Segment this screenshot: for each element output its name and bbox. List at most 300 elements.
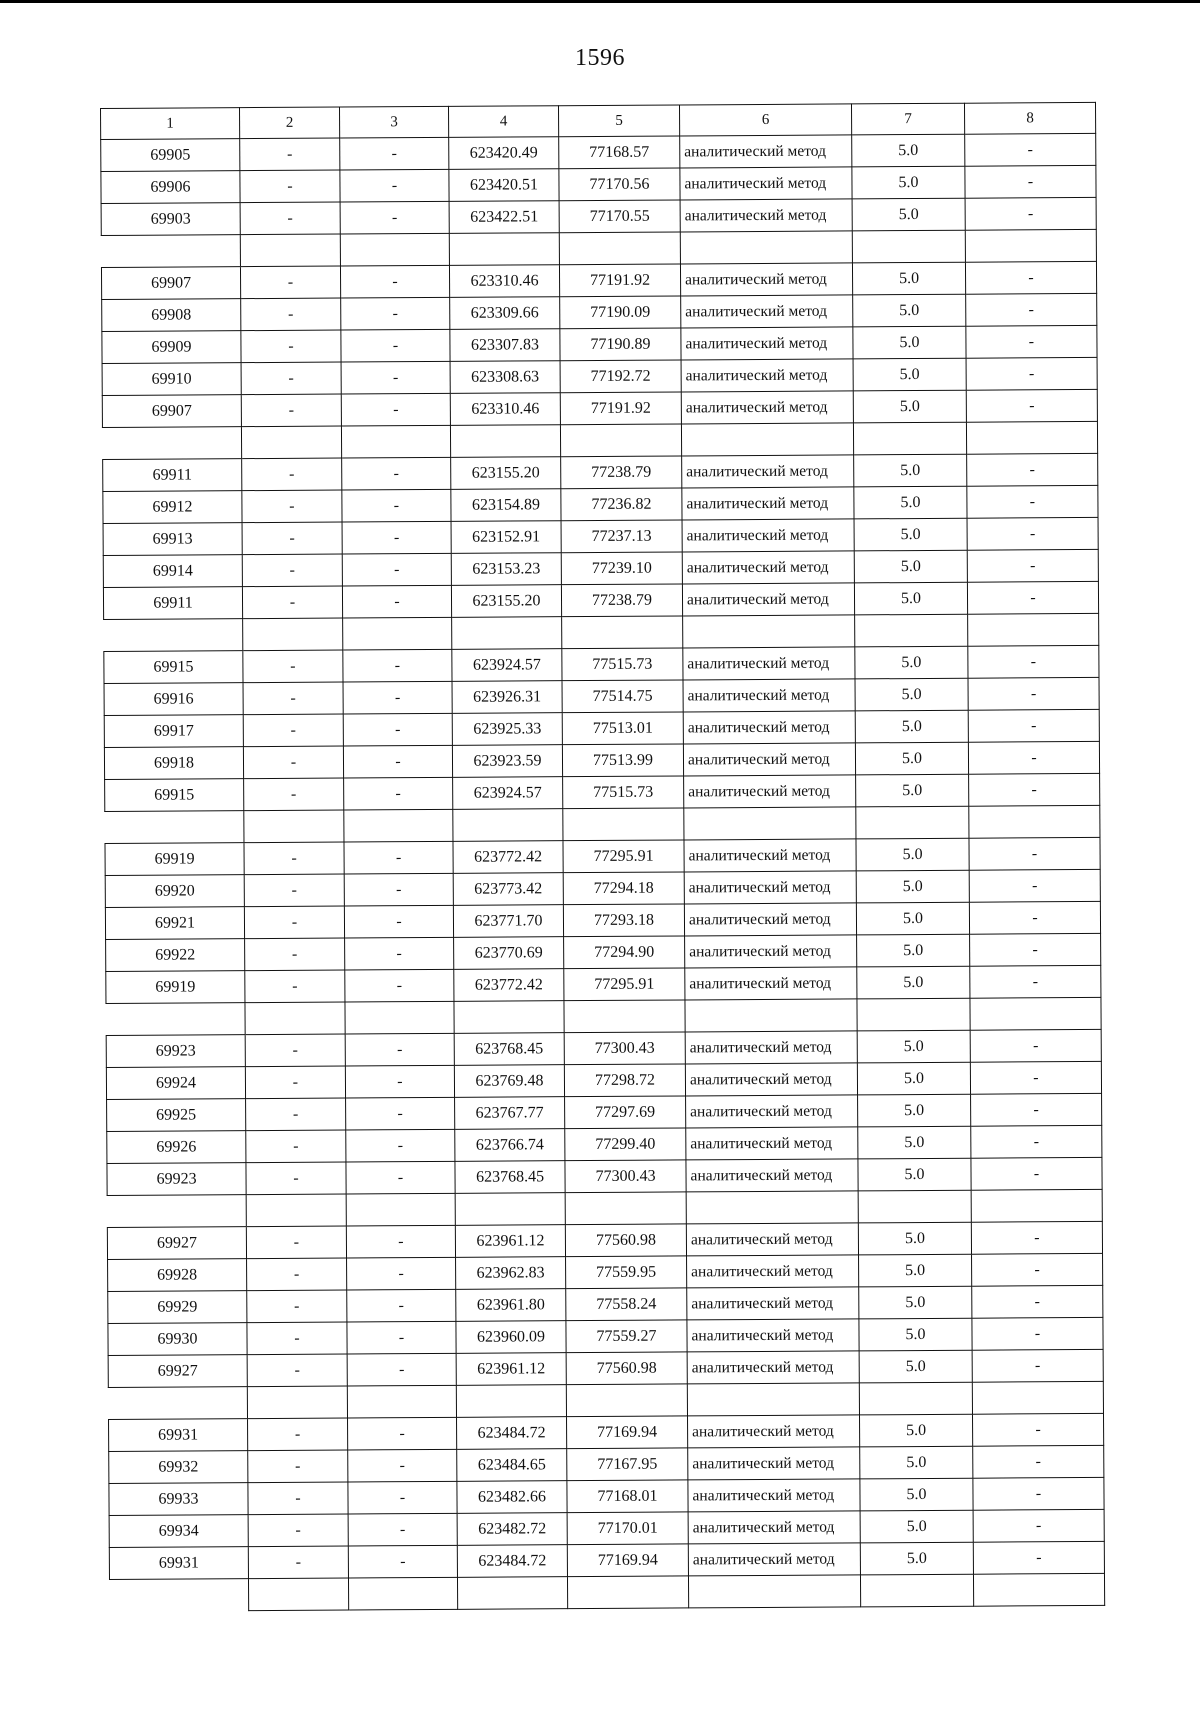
empty-cell (966, 421, 1097, 454)
table-cell: 623962.83 (456, 1257, 566, 1290)
table-cell: - (343, 649, 452, 682)
empty-cell (348, 1577, 457, 1610)
empty-cell (244, 810, 344, 843)
table-cell: 623924.57 (453, 777, 563, 810)
table-cell: - (966, 389, 1097, 422)
table-cell: 77294.18 (563, 872, 684, 905)
table-cell: аналитический метод (687, 1255, 859, 1288)
table-cell: 5.0 (853, 390, 966, 423)
table-cell: - (344, 841, 453, 874)
table-cell: - (247, 1354, 347, 1387)
table-cell: 5.0 (857, 1030, 970, 1063)
table-cell: аналитический метод (687, 1319, 859, 1352)
empty-cell (965, 229, 1096, 262)
table-cell: 69910 (102, 363, 241, 396)
empty-cell (347, 1385, 456, 1418)
table-cell: 77560.98 (566, 1352, 687, 1385)
table-cell: - (973, 1509, 1104, 1542)
table-cell: - (966, 293, 1097, 326)
table-cell: 77297.69 (565, 1096, 686, 1129)
table-cell: - (968, 677, 1099, 710)
table-cell: 5.0 (860, 1446, 973, 1479)
table-cell: аналитический метод (686, 1127, 858, 1160)
table-cell: 623924.57 (452, 649, 562, 682)
table-cell: 623155.20 (451, 585, 561, 618)
empty-cell (449, 233, 559, 266)
table-cell: - (240, 170, 340, 203)
table-cell: - (346, 1129, 455, 1162)
table-cell: 5.0 (857, 934, 970, 967)
table-cell: 69926 (107, 1131, 246, 1164)
table-cell: 5.0 (860, 1510, 973, 1543)
table-cell: - (972, 1285, 1103, 1318)
empty-cell (563, 808, 684, 841)
table-cell: 69907 (101, 267, 240, 300)
table-cell: 69915 (104, 651, 243, 684)
table-cell: - (244, 874, 344, 907)
table-cell: 77300.43 (565, 1160, 686, 1193)
table-cell: - (245, 938, 345, 971)
table-cell: аналитический метод (680, 135, 852, 168)
empty-cell (564, 1000, 685, 1033)
table-cell: 623961.12 (455, 1225, 565, 1258)
table-cell: 69917 (104, 715, 243, 748)
table-cell: 5.0 (855, 710, 968, 743)
table-cell: 623771.70 (453, 905, 563, 938)
table-cell: - (248, 1546, 348, 1579)
table-cell: - (969, 837, 1100, 870)
table-cell: - (242, 554, 342, 587)
table-cell: - (969, 869, 1100, 902)
table-cell: аналитический метод (686, 1095, 858, 1128)
table-cell: 623768.45 (454, 1033, 564, 1066)
table-cell: 623766.74 (455, 1129, 565, 1162)
table-cell: 623420.51 (449, 169, 559, 202)
table-cell: - (341, 297, 450, 330)
table-cell: 623768.45 (455, 1161, 565, 1194)
table-cell: - (967, 549, 1098, 582)
table-cell: 5.0 (854, 518, 967, 551)
table-cell: - (971, 1157, 1102, 1190)
table-cell: аналитический метод (680, 263, 852, 296)
table-cell: 623484.72 (457, 1545, 567, 1578)
table-cell: аналитический метод (682, 583, 854, 616)
column-header: 8 (964, 102, 1095, 134)
table-cell: - (244, 778, 344, 811)
table-cell: 623484.72 (457, 1417, 567, 1450)
table-cell: 623309.66 (450, 297, 560, 330)
table-cell: 69912 (103, 491, 242, 524)
table-cell: - (243, 650, 343, 683)
table-cell: - (242, 490, 342, 523)
table-cell: 69927 (108, 1355, 247, 1388)
table-cell: 5.0 (852, 198, 965, 231)
table-cell: 623155.20 (451, 457, 561, 490)
empty-cell (341, 425, 450, 458)
table-cell: 77559.95 (566, 1256, 687, 1289)
table-cell: 77560.98 (565, 1224, 686, 1257)
table-cell: аналитический метод (685, 935, 857, 968)
table-cell: 69909 (102, 331, 241, 364)
table-cell: аналитический метод (680, 167, 852, 200)
table-cell: 77168.01 (567, 1480, 688, 1513)
table-cell: 623482.66 (457, 1481, 567, 1514)
empty-cell (243, 618, 343, 651)
table-cell: 623960.09 (456, 1321, 566, 1354)
column-header: 2 (240, 107, 340, 139)
table-cell: 623772.42 (453, 841, 563, 874)
table-cell: 77236.82 (561, 488, 682, 521)
table-cell: аналитический метод (682, 551, 854, 584)
table-cell: 69919 (106, 971, 245, 1004)
table-cell: - (347, 1321, 456, 1354)
table-cell: 5.0 (856, 774, 969, 807)
empty-cell (101, 235, 240, 268)
table-cell: - (341, 329, 450, 362)
table-cell: 623310.46 (450, 393, 560, 426)
empty-cell (246, 1194, 346, 1227)
table-cell: - (345, 1033, 454, 1066)
table-cell: 623482.72 (457, 1513, 567, 1546)
table-cell: - (346, 1161, 455, 1194)
table-cell: 77192.72 (560, 360, 681, 393)
table-cell: 69916 (104, 683, 243, 716)
table-cell: - (347, 1353, 456, 1386)
table-cell: аналитический метод (685, 1031, 857, 1064)
table-cell: - (971, 1093, 1102, 1126)
table-cell: аналитический метод (683, 743, 855, 776)
table-cell: - (966, 357, 1097, 390)
table-cell: - (346, 1225, 455, 1258)
table-cell: 623961.80 (456, 1289, 566, 1322)
table-cell: 5.0 (858, 1094, 971, 1127)
empty-cell (853, 422, 966, 455)
table-cell: - (965, 133, 1096, 166)
table-cell: - (343, 681, 452, 714)
table-cell: 5.0 (856, 902, 969, 935)
table-cell: - (973, 1477, 1104, 1510)
table-cell: 77170.01 (567, 1512, 688, 1545)
table-cell: - (245, 1034, 345, 1067)
table-cell: - (970, 933, 1101, 966)
table-cell: 5.0 (854, 454, 967, 487)
table-cell: 69934 (109, 1515, 248, 1548)
table-cell: аналитический метод (681, 295, 853, 328)
table-cell: 5.0 (859, 1286, 972, 1319)
table-cell: 77515.73 (563, 776, 684, 809)
table-cell: - (242, 586, 342, 619)
scan-top-edge (0, 0, 1200, 3)
table-cell: 623961.12 (456, 1353, 566, 1386)
empty-cell (102, 427, 241, 460)
table-cell: 69911 (103, 459, 242, 492)
table-cell: - (344, 905, 453, 938)
table-cell: 77299.40 (565, 1128, 686, 1161)
table-cell: - (343, 713, 452, 746)
table-cell: 69923 (106, 1035, 245, 1068)
table-cell: 623154.89 (451, 489, 561, 522)
empty-cell (683, 615, 855, 648)
table-cell: аналитический метод (683, 647, 855, 680)
table-cell: - (968, 645, 1099, 678)
table-cell: 77239.10 (561, 552, 682, 585)
table-cell: 69923 (107, 1163, 246, 1196)
empty-cell (453, 809, 563, 842)
table-cell: 77293.18 (563, 904, 684, 937)
table-cell: 5.0 (853, 294, 966, 327)
table-cell: 5.0 (858, 1126, 971, 1159)
table-cell: - (970, 1061, 1101, 1094)
table-cell: аналитический метод (681, 327, 853, 360)
empty-cell (247, 1386, 347, 1419)
empty-cell (108, 1387, 247, 1420)
table-cell: 69911 (103, 587, 242, 620)
table-cell: 69914 (103, 555, 242, 588)
table-cell: 623484.65 (457, 1449, 567, 1482)
table-cell: 69906 (101, 171, 240, 204)
table-cell: - (347, 1257, 456, 1290)
table-cell: 5.0 (852, 166, 965, 199)
table-cell: аналитический метод (685, 1063, 857, 1096)
empty-cell (859, 1382, 972, 1415)
table-cell: 69919 (105, 843, 244, 876)
table-cell: - (247, 1258, 347, 1291)
table-cell: - (248, 1514, 348, 1547)
table-cell: - (340, 265, 449, 298)
table-cell: 5.0 (858, 1158, 971, 1191)
table-cell: - (967, 581, 1098, 614)
empty-cell (971, 1189, 1102, 1222)
table-cell: 623152.91 (451, 521, 561, 554)
coordinates-table (100, 102, 1105, 1612)
table-cell: 77190.89 (560, 328, 681, 361)
table-cell: - (243, 746, 343, 779)
table-cell: 77170.56 (559, 168, 680, 201)
table-cell: - (342, 553, 451, 586)
table-cell: 77513.01 (562, 712, 683, 745)
table-cell: - (966, 325, 1097, 358)
table-cell: 5.0 (857, 966, 970, 999)
table-cell: аналитический метод (686, 1159, 858, 1192)
table-cell: - (243, 714, 343, 747)
table-cell: аналитический метод (684, 903, 856, 936)
empty-cell (972, 1381, 1103, 1414)
empty-cell (687, 1383, 859, 1416)
table-cell: 69913 (103, 523, 242, 556)
empty-cell (685, 999, 857, 1032)
column-header: 3 (339, 106, 448, 138)
table-cell: аналитический метод (688, 1511, 860, 1544)
table-cell: 623422.51 (449, 201, 559, 234)
table-cell: - (342, 585, 451, 618)
table-cell: - (967, 517, 1098, 550)
table-cell: 623310.46 (449, 265, 559, 298)
table-cell: 5.0 (856, 870, 969, 903)
table-cell: 623308.63 (450, 361, 560, 394)
empty-cell (973, 1573, 1104, 1606)
table-cell: - (248, 1482, 348, 1515)
column-header: 1 (101, 108, 240, 140)
table-cell: - (241, 330, 341, 363)
table-cell: - (342, 457, 451, 490)
empty-cell (343, 617, 452, 650)
table-cell: 77170.55 (559, 200, 680, 233)
table-cell: аналитический метод (683, 679, 855, 712)
table-cell: 77295.91 (563, 840, 684, 873)
table-cell: аналитический метод (685, 967, 857, 1000)
empty-cell (245, 1002, 345, 1035)
table-cell: 623769.48 (454, 1065, 564, 1098)
table-cell: 77169.94 (567, 1416, 688, 1449)
empty-cell (559, 232, 680, 265)
table-cell: аналитический метод (686, 1223, 858, 1256)
empty-cell (968, 613, 1099, 646)
table-cell: 69915 (105, 779, 244, 812)
empty-cell (686, 1191, 858, 1224)
table-cell: - (973, 1445, 1104, 1478)
table-cell: 69920 (105, 875, 244, 908)
table-cell: 69922 (106, 939, 245, 972)
table-cell: 5.0 (859, 1254, 972, 1287)
empty-cell (566, 1384, 687, 1417)
table-cell: - (971, 1125, 1102, 1158)
table-cell: 77298.72 (564, 1064, 685, 1097)
table-cell: 69933 (109, 1483, 248, 1516)
table-cell: - (248, 1418, 348, 1451)
table-cell: 77238.79 (561, 456, 682, 489)
table-cell: - (341, 393, 450, 426)
table-cell: 5.0 (856, 838, 969, 871)
table-cell: - (965, 261, 1096, 294)
table-cell: 77559.27 (566, 1320, 687, 1353)
table-cell: 5.0 (852, 262, 965, 295)
table-cell: аналитический метод (682, 487, 854, 520)
table-cell: 623926.31 (452, 681, 562, 714)
column-header: 4 (448, 106, 558, 138)
table-cell: - (341, 361, 450, 394)
table-cell: 5.0 (855, 742, 968, 775)
table-cell: - (245, 1066, 345, 1099)
table-cell: 5.0 (860, 1542, 973, 1575)
table-cell: - (970, 965, 1101, 998)
table-cell: - (967, 453, 1098, 486)
table-cell: 69905 (101, 139, 240, 172)
table-cell: аналитический метод (682, 455, 854, 488)
table-cell: 69931 (109, 1547, 248, 1580)
table-cell: - (968, 709, 1099, 742)
table-cell: 69927 (107, 1227, 246, 1260)
empty-cell (684, 807, 856, 840)
empty-cell (457, 1577, 567, 1610)
table-cell: 623767.77 (455, 1097, 565, 1130)
empty-cell (969, 805, 1100, 838)
empty-cell (852, 230, 965, 263)
empty-cell (856, 806, 969, 839)
table-cell: 77238.79 (561, 584, 682, 617)
table-cell: - (348, 1513, 457, 1546)
empty-cell (565, 1192, 686, 1225)
empty-cell (681, 423, 853, 456)
table-cell: 5.0 (855, 678, 968, 711)
table-cell: - (246, 1226, 346, 1259)
table-cell: аналитический метод (688, 1447, 860, 1480)
empty-cell (680, 231, 852, 264)
empty-cell (858, 1190, 971, 1223)
table-cell: - (244, 842, 344, 875)
table-cell: 623153.23 (451, 553, 561, 586)
empty-cell (562, 616, 683, 649)
table-cell: 77237.13 (561, 520, 682, 553)
table-cell: аналитический метод (688, 1415, 860, 1448)
table-cell: 69931 (109, 1419, 248, 1452)
empty-cell (567, 1576, 688, 1609)
empty-cell (345, 1001, 454, 1034)
table-cell: аналитический метод (680, 199, 852, 232)
table-cell: - (248, 1450, 348, 1483)
column-header: 7 (851, 103, 964, 135)
table-cell: - (344, 873, 453, 906)
table-cell: - (345, 937, 454, 970)
empty-cell (970, 997, 1101, 1030)
table-cell: 69918 (104, 747, 243, 780)
table-cell: - (972, 1253, 1103, 1286)
table-cell: - (241, 394, 341, 427)
table-cell: 77513.99 (562, 744, 683, 777)
empty-cell (240, 234, 340, 267)
empty-cell (104, 619, 243, 652)
table-cell: аналитический метод (688, 1543, 860, 1576)
empty-cell (860, 1574, 973, 1607)
table-cell: - (246, 1162, 346, 1195)
table-cell: 77294.90 (564, 936, 685, 969)
table-cell: - (972, 1413, 1103, 1446)
table-cell: - (972, 1349, 1103, 1382)
table-cell: - (240, 202, 340, 235)
table-cell: - (970, 1029, 1101, 1062)
table-cell: 77295.91 (564, 968, 685, 1001)
table-cell: 77190.09 (560, 296, 681, 329)
table-cell: - (342, 489, 451, 522)
empty-cell (456, 1385, 566, 1418)
table-cell: - (344, 777, 453, 810)
table-cell: 5.0 (854, 486, 967, 519)
table-cell: 77514.75 (562, 680, 683, 713)
table-cell: 69928 (108, 1259, 247, 1292)
table-cell: - (345, 1065, 454, 1098)
table-cell: - (243, 682, 343, 715)
table-cell: 69930 (108, 1323, 247, 1356)
table-cell: - (340, 137, 449, 170)
table-cell: аналитический метод (682, 519, 854, 552)
table-cell: 77515.73 (562, 648, 683, 681)
table-cell: - (346, 1097, 455, 1130)
empty-cell (346, 1193, 455, 1226)
empty-cell (106, 1003, 245, 1036)
table-cell: 69908 (102, 299, 241, 332)
table-cell: 77191.92 (560, 392, 681, 425)
table-cell: - (242, 458, 342, 491)
table-cell: аналитический метод (684, 871, 856, 904)
table-cell: - (969, 773, 1100, 806)
table-cell: 623770.69 (454, 937, 564, 970)
table-cell: - (968, 741, 1099, 774)
table-cell: - (967, 485, 1098, 518)
table-cell: 69929 (108, 1291, 247, 1324)
table-cell: - (245, 970, 345, 1003)
table-cell: - (247, 1322, 347, 1355)
table-cell: 77191.92 (559, 264, 680, 297)
empty-cell (105, 811, 244, 844)
